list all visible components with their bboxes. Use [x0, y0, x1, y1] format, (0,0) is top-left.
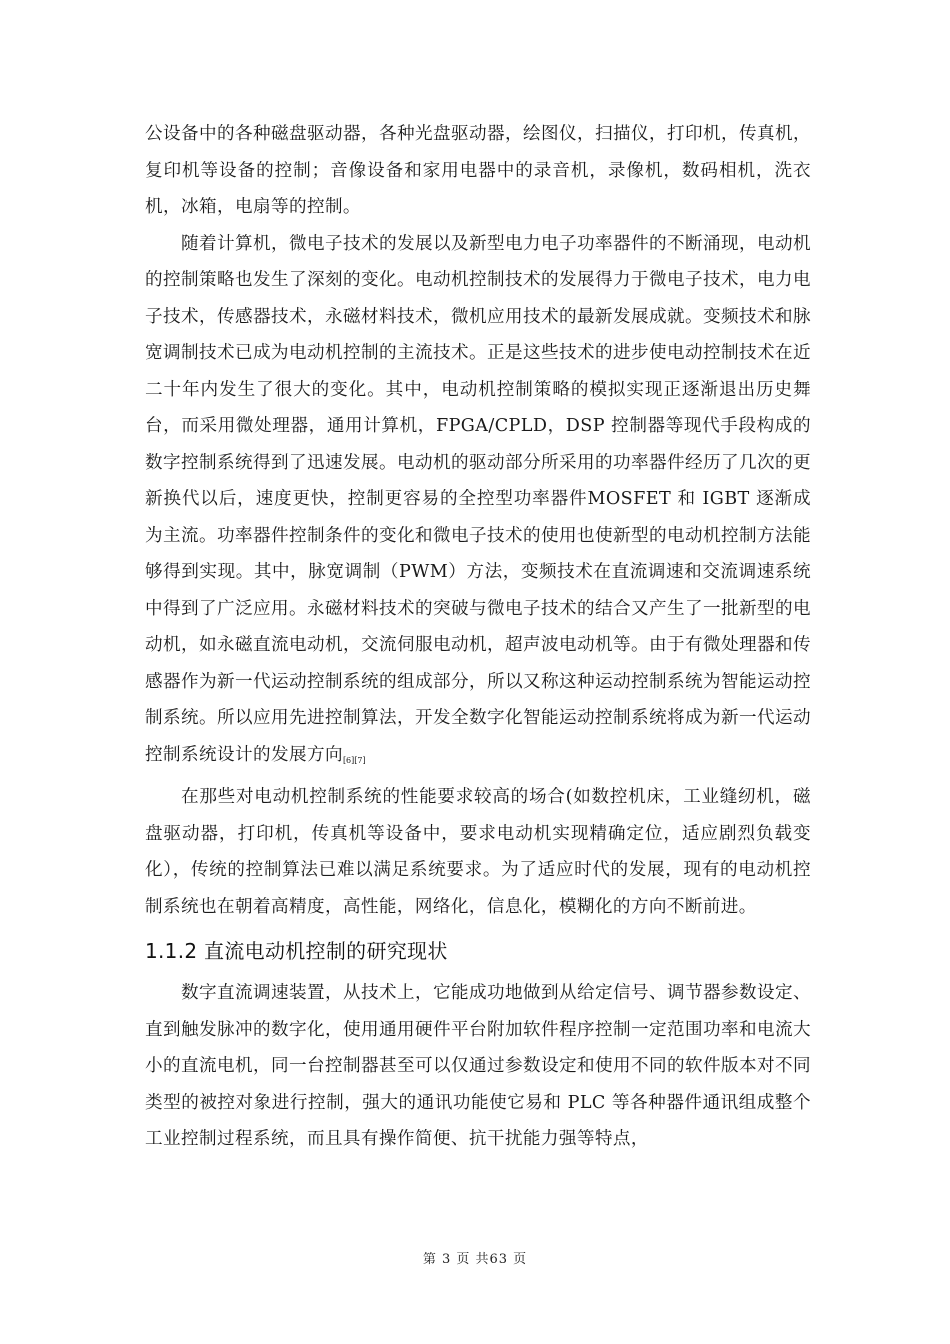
- paragraph-high-performance-applications: 在那些对电动机控制系统的性能要求较高的场合(如数控机床，工业缝纫机，磁盘驱动器，打印机，传真机等设备中，要求电动机实现精确定位，适应剧烈负载变化），传统的控制算法已难以满足系统要求。为了适应时代的发展，现有的电动机控制系统也在朝着高精度，高性能，网络化，信息化，模糊化的方向不断前进。: [145, 787, 811, 917]
- paragraph-motor-control-development: [145, 226, 811, 780]
- body-text: [145, 116, 811, 1158]
- paragraph-continued: 公设备中的各种磁盘驱动器，各种光盘驱动器，绘图仪，扫描仪，打印机，传真机，复印机等设备的控制；音像设备和家用电器中的录音机，录像机，数码相机，洗衣机，冰箱，电扇等的控制。: [145, 124, 811, 217]
- paragraph-digital-dc-speed-control: 数字直流调速装置，从技术上，它能成功地做到从给定信号、调节器参数设定、直到触发脉冲的数字化，使用通用硬件平台附加软件程序控制一定范围功率和电流大小的直流电机，同一台控制器甚至可以仅通过参数设定和使用不同的软件版本对不同类型的被控对象进行控制，强大的通讯功能使它易和 PLC 等各种器件通讯组成整个工业控制过程系统，而且具有操作简便、抗干扰能力强等特点，: [145, 983, 811, 1149]
- page-number-footer: 第 3 页 共63 页: [422, 1252, 528, 1267]
- paragraph-motor-control-development-text: 随着计算机，微电子技术的发展以及新型电力电子功率器件的不断涌现，电动机的控制策略也发生了深刻的变化。电动机控制技术的发展得力于微电子技术，电力电子技术，传感器技术，永磁材料技术，微机应用技术的最新发展成就。变频技术和脉宽调制技术已成为电动机控制的主流技术。正是这些技术的进步使电动控制技术在近二十年内发生了很大的变化。其中，电动机控制策略的模拟实现正逐渐退出历史舞台，而采用微处理器，通用计算机，FPGA/CPLD，DSP 控制器等现代手段构成的数字控制系统得到了迅速发展。电动机的驱动部分所采用的功率器件经历了几次的更新换代以后，速度更快，控制更容易的全控型功率器件MOSFET 和 IGBT 逐渐成为主流。功率器件控制条件的变化和微电子技术的使用也使新型的电动机控制方法能够得到实现。其中，脉宽调制（PWM）方法，变频技术在直流调速和交流调速系统中得到了广泛应用。永磁材料技术的突破与微电子技术的结合又产生了一批新型的电动机，如永磁直流电动机，交流伺服电动机，超声波电动机等。由于有微处理器和传感器作为新一代运动控制系统的组成部分，所以又称这种运动控制系统为智能运动控制系统。所以应用先进控制算法，开发全数字化智能运动控制系统将成为新一代运动控制系统设计的发展方向: [145, 233, 811, 765]
- section-heading: 1.1.2 直流电动机控制的研究现状: [145, 939, 448, 963]
- citation-reference: [6][7]: [342, 755, 366, 765]
